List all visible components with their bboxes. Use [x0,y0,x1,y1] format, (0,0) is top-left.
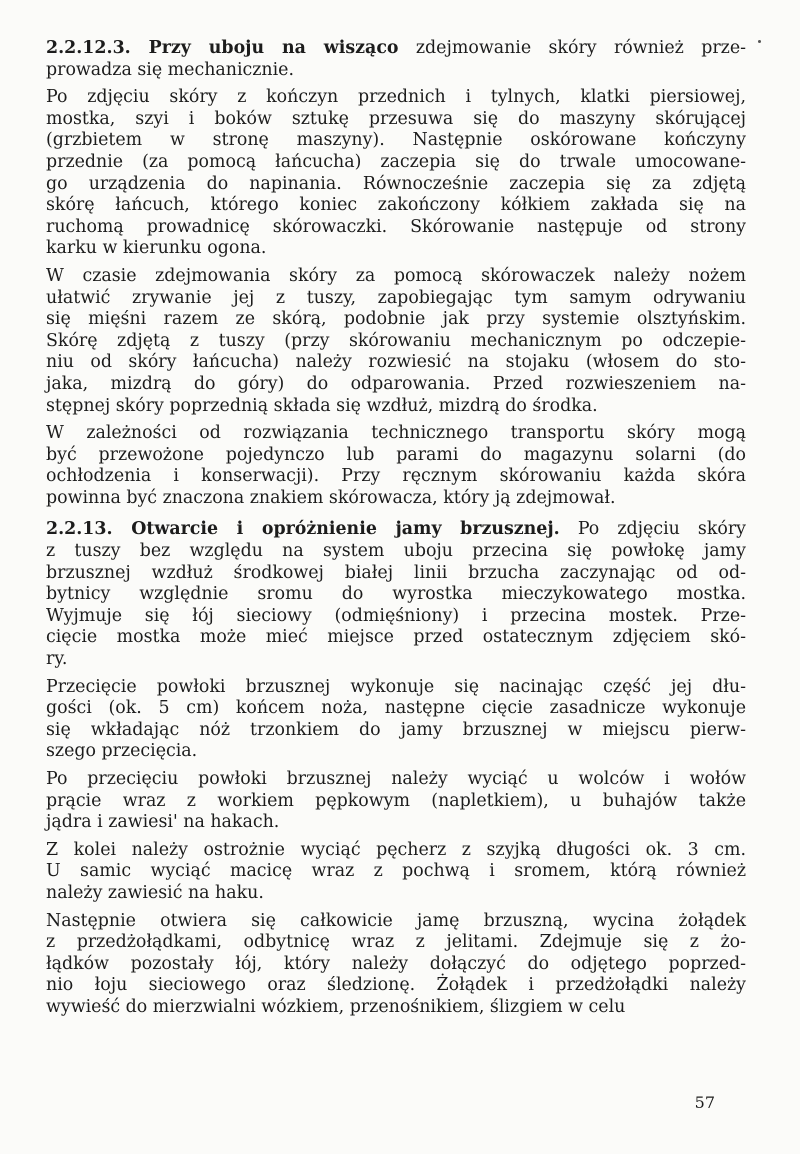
text-line: skórę łańcuch, którego koniec zakończony kółkiem zakłada się na [46,195,746,216]
text-line: Następnie otwiera się całkowicie jamę brzuszną, wycina żołądek [46,910,746,931]
text-line: powinna być znaczona znakiem skórowacza, który ją zdejmował. [46,487,616,508]
text-line: W czasie zdejmowania skóry za pomocą skórowaczek należy nożem [46,265,746,286]
text-line: Po zdjęciu skóry z kończyn przednich i tylnych, klatki piersiowej, [46,87,746,108]
paragraph [46,38,746,81]
page-number: 57 [694,1093,715,1112]
paragraph [46,87,746,260]
text-line: Wyjmuje się łój sieciowy (odmięśniony) i przecina mostek. Prze- [46,605,746,626]
paragraph [46,266,746,417]
text-line: wywieść do mierzwialni wózkiem, przenośnikiem, ślizgiem w celu [46,996,626,1017]
text-line: jądra i zawiesi' na hakach. [46,812,280,833]
section-lead-text: Po zdjęciu skóry [559,519,746,540]
text-line: się mięśni razem ze skórą, podobnie jak przy systemie olsztyńskim. [46,309,746,330]
text-line [46,38,746,60]
text-line: przednie (za pomocą łańcucha) zaczepia się do trwale umocowane- [46,151,746,172]
text-line: go urządzenia do napinania. Równocześnie zaczepia się za zdjętą [46,173,746,194]
paragraph [46,769,746,834]
text-line: się wkładając nóż trzonkiem do jamy brzusznej w miejscu pierw- [46,719,746,740]
text-line: karku w kierunku ogona. [46,238,267,259]
text-line: należy zawiesić na haku. [46,882,264,903]
text-line: ochłodzenia i konserwacji). Przy ręcznym skórowaniu każda skóra [46,466,746,487]
section-number: 2.2.12.3. [46,38,131,58]
text-line: ruchomą prowadnicę skórowaczki. Skórowanie następuje od strony [46,216,746,237]
section-title: Otwarcie i opróżnienie jamy brzusznej. [131,519,560,540]
text-line: U samic wyciąć macicę wraz z pochwą i sromem, którą również [46,861,746,882]
text-line: niu od skóry łańcucha) należy rozwiesić na stojaku (włosem do sto- [46,352,746,373]
text-line: cięcie mostka może mieć miejsce przed ostatecznym zdjęciem skó- [46,627,746,648]
document-body [46,38,746,1025]
text-line: W zależności od rozwiązania technicznego transportu skóry mogą [46,423,746,444]
section-heading [46,519,560,539]
text-line: gości (ok. 5 cm) końcem noża, następne cięcie zasadnicze wykonuje [46,698,746,719]
text-line: z przedżołądkami, odbytnicę wraz z jelitami. Zdejmuje się z żo- [46,932,746,953]
text-line: nio łoju sieciowego oraz śledzionę. Żołądek i przedżołądki należy [46,975,746,996]
text-line: prącie wraz z workiem pępkowym (napletkiem), u buhajów także [46,790,746,811]
paragraph [46,840,746,905]
text-line: szego przecięcia. [46,741,198,762]
text-line: Po przecięciu powłoki brzusznej należy wyciąć u wolców i wołów [46,769,746,789]
text-line: mostka, szyi i boków sztukę przesuwa się do maszyny skórującej [46,108,746,129]
text-line: ułatwić zrywanie jej z tuszy, zapobiegając tym samym odrywaniu [46,287,746,308]
text-line: jaka, mizdrą do góry) do odparowania. Przed rozwieszeniem na- [46,373,746,394]
text-line: ry. [46,649,68,670]
text-line: stępnej skóry poprzednią składa się wzdłuż, mizdrą do środka. [46,395,598,416]
section-heading [46,38,399,58]
section-title: Przy uboju na wisząco [148,38,399,58]
section-number: 2.2.13. [46,519,113,540]
text-line: (grzbietem w stronę maszyny). Następnie oskórowane kończyny [46,130,746,151]
text-line: Przecięcie powłoki brzusznej wykonuje się nacinając część jej dłu- [46,676,746,697]
text-line: Skórę zdjętą z tuszy (przy skórowaniu mechanicznym po odczepie- [46,330,746,351]
text-line [46,519,746,541]
text-line: być przewożone pojedynczo lub parami do magazynu solarni (do [46,444,746,465]
text-line: z tuszy bez względu na system uboju przecina się powłokę jamy [46,541,746,562]
speck-mark [758,40,761,43]
paragraph [46,911,746,1019]
text-line: Z kolei należy ostrożnie wyciąć pęcherz z szyjką długości ok. 3 cm. [46,839,746,860]
paragraph [46,677,746,763]
paragraph [46,423,746,509]
text-line: brzusznej wzdłuż środkowej białej linii brzucha zaczynając od od- [46,562,746,583]
section-lead-text: zdejmowanie skóry również prze- [398,38,746,58]
paragraph [46,519,746,670]
text-line: łądków pozostały łój, który należy dołączyć do odjętego poprzed- [46,953,746,974]
text-line: bytnicy względnie sromu do wyrostka mieczykowatego mostka. [46,584,746,605]
text-line: prowadza się mechanicznie. [46,59,295,80]
